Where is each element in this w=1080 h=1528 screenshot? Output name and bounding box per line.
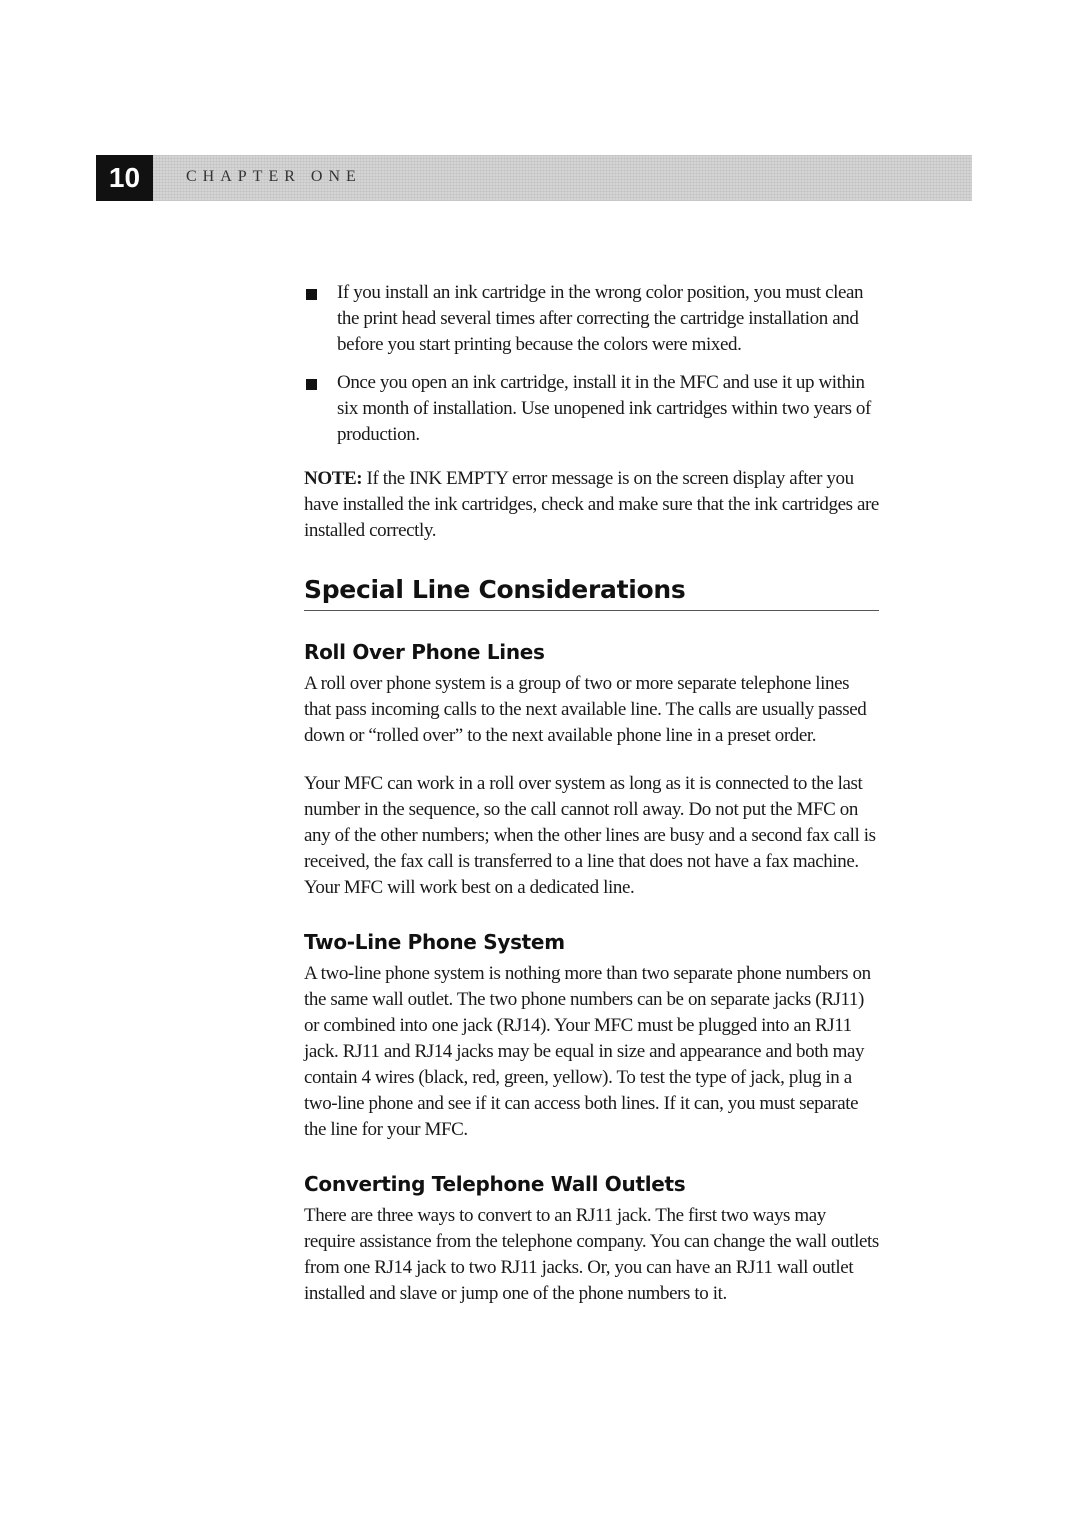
note-label: NOTE: bbox=[304, 468, 363, 489]
subsection-title-roll-over: Roll Over Phone Lines bbox=[304, 640, 545, 664]
paragraph: A roll over phone system is a group of two or more separate telephone lines that pass incoming calls to the next available line. The calls are usually passed down or “rolled over” to the next available phone line in a preset order. bbox=[304, 673, 867, 746]
paragraph: A two-line phone system is nothing more than two separate phone numbers on the same wall outlet. The two phone numbers can be on separate jacks (RJ11) or combined into one jack (RJ14). Your MFC must be plugged into an RJ11 jack. RJ11 and RJ14 jacks may be equal in size and appearance and both may contain 4 wires (black, red, green, yellow). To test the type of jack, plug in a two-line phone and see if it can access both lines. If it can, you must separate the line for your MFC. bbox=[304, 963, 871, 1140]
subsection-title-converting-outlets: Converting Telephone Wall Outlets bbox=[304, 1172, 686, 1196]
subsection-title-two-line: Two-Line Phone System bbox=[304, 930, 565, 954]
paragraph: Your MFC can work in a roll over system as long as it is connected to the last number in the sequence, so the call cannot roll away. Do not put the MFC on any of the other numbers; when the other lines are busy and a second fax call is received, the fax call is transferred to a line that does not have a fax machine. Your MFC will work best on a dedicated line. bbox=[304, 773, 876, 898]
bullet-item bbox=[304, 370, 879, 448]
page-number: 10 bbox=[96, 155, 153, 201]
section-title: Special Line Considerations bbox=[304, 574, 879, 611]
chapter-header-band bbox=[96, 155, 972, 201]
bullet-item bbox=[304, 280, 879, 358]
square-bullet-icon bbox=[306, 379, 317, 390]
paragraph: There are three ways to convert to an RJ11 jack. The first two ways may require assistance from the telephone company. You can change the wall outlets from one RJ14 jack to two RJ11 jacks. Or, you can have an RJ11 wall outlet installed and slave or jump one of the phone numbers to it. bbox=[304, 1205, 879, 1304]
page-content bbox=[304, 280, 879, 1307]
note-paragraph bbox=[304, 466, 879, 544]
bullet-text: If you install an ink cartridge in the wrong color position, you must clean the print head several times after correcting the cartridge installation and before you start printing because the colors were mixed. bbox=[337, 282, 864, 355]
note-text: If the INK EMPTY error message is on the screen display after you have installed the ink cartridges, check and make sure that the ink cartridges are installed correctly. bbox=[304, 468, 879, 541]
chapter-label: CHAPTER ONE bbox=[186, 168, 362, 185]
bullet-text: Once you open an ink cartridge, install it in the MFC and use it up within six month of installation. Use unopened ink cartridges within two years of production. bbox=[337, 372, 871, 445]
square-bullet-icon bbox=[306, 289, 317, 300]
